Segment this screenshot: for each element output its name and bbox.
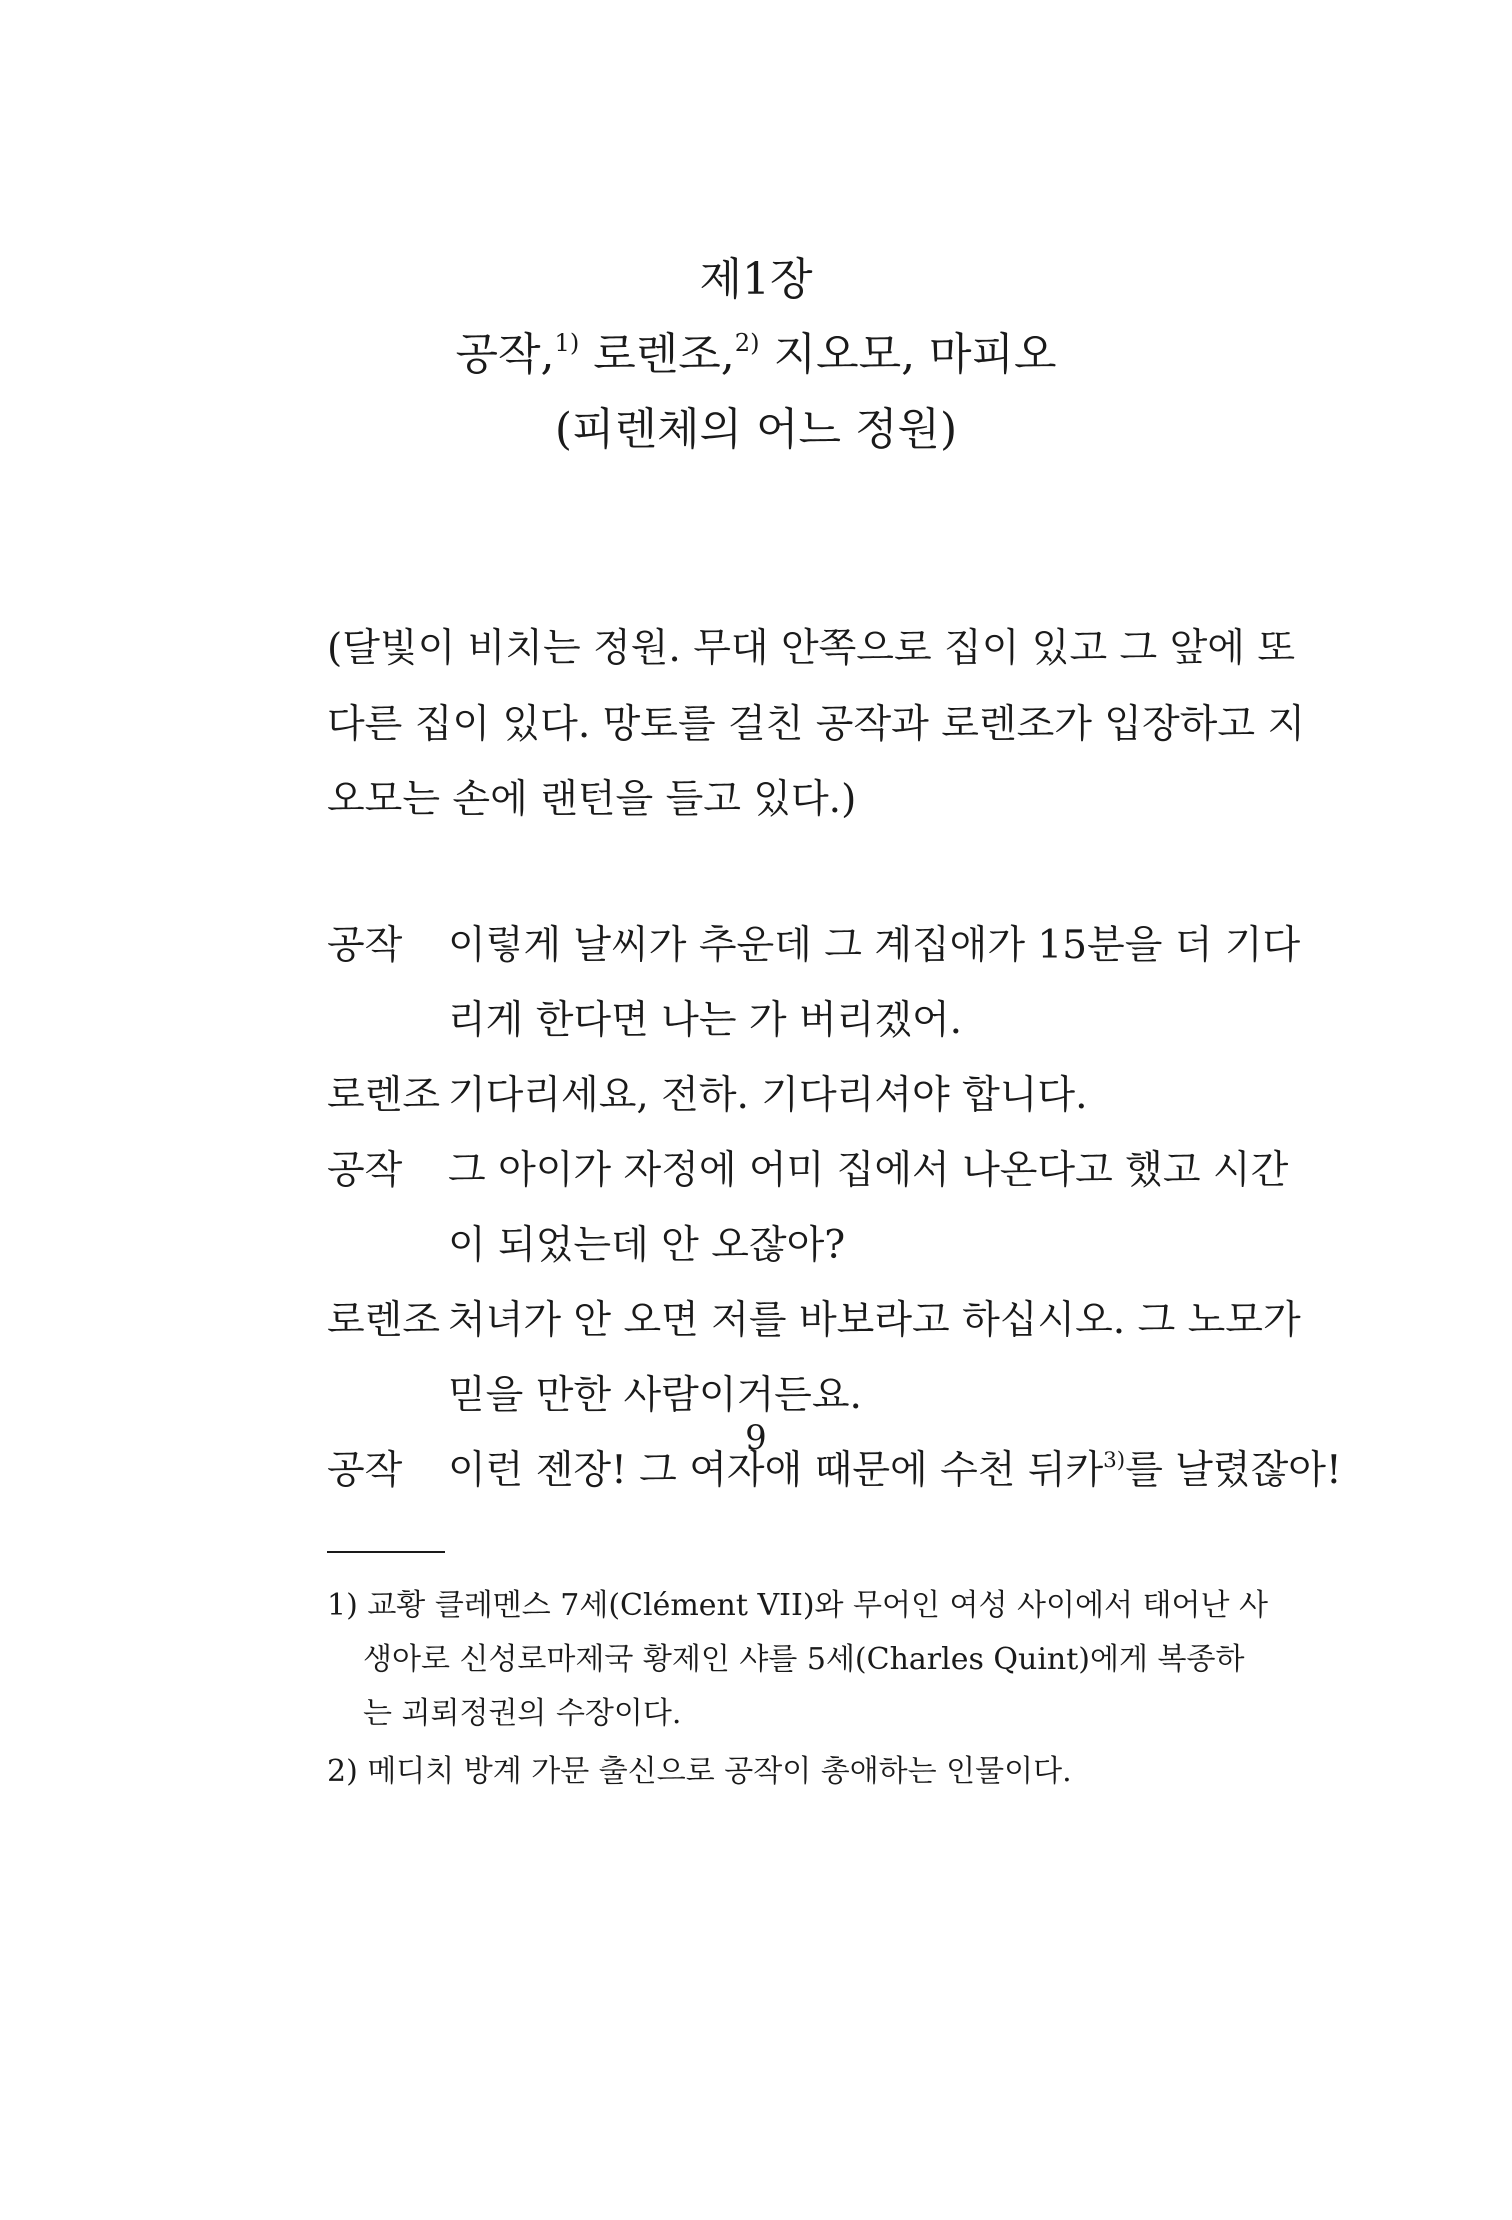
- stage-direction-line: 다른 집이 있다. 망토를 걸친 공작과 로렌조가 입장하고 지: [327, 702, 1306, 747]
- dialogue-line: 이렇게 날씨가 추운데 그 계집애가 15분을 더 기다: [448, 923, 1301, 968]
- cast-part-3: 지오모, 마피오: [759, 329, 1057, 380]
- footnote-1-line: 1) 교황 클레멘스 7세(Clément VII)와 무어인 여성 사이에서 태어난 사: [327, 1588, 1268, 1623]
- speaker-label: 로렌조: [327, 1073, 441, 1118]
- footnote-ref-1[interactable]: 1): [554, 328, 580, 357]
- footnote-ref-2[interactable]: 2): [734, 328, 760, 357]
- dialogue-line: 기다리세요, 전하. 기다리셔야 합니다.: [448, 1073, 1088, 1118]
- speaker-label: 로렌조: [327, 1298, 441, 1343]
- footnote-ref-3[interactable]: 3): [1103, 1447, 1126, 1473]
- stage-direction-line: 오모는 손에 랜턴을 들고 있다.): [327, 777, 857, 822]
- dialogue-line: 리게 한다면 나는 가 버리겠어.: [448, 998, 963, 1043]
- footnote-1-line: 생아로 신성로마제국 황제인 샤를 5세(Charles Quint)에게 복종하: [363, 1642, 1245, 1677]
- dialogue-line: 이 되었는데 안 오잖아?: [448, 1223, 846, 1268]
- cast-part-2: 로렌조,: [579, 329, 735, 380]
- dialogue-line-part: 이런 젠장! 그 여자애 때문에 수천 뒤카: [448, 1448, 1104, 1493]
- dialogue-line-part: 를 날렸잖아!: [1125, 1448, 1342, 1493]
- dialogue-line: 그 아이가 자정에 어미 집에서 나온다고 했고 시간: [448, 1148, 1289, 1193]
- chapter-cast: [0, 328, 1512, 380]
- speaker-label: 공작: [327, 923, 403, 968]
- speaker-label: 공작: [327, 1148, 403, 1193]
- dialogue-line: 믿을 만한 사람이거든요.: [448, 1373, 862, 1418]
- chapter-setting: (피렌체의 어느 정원): [554, 404, 958, 455]
- footnote-divider: [327, 1551, 445, 1553]
- cast-part-1: 공작,: [455, 329, 555, 380]
- dialogue-line: [448, 1447, 1342, 1493]
- footnote-1-line: 는 괴뢰정권의 수장이다.: [363, 1696, 682, 1731]
- page-number: 9: [745, 1418, 767, 1458]
- chapter-number: 제1장: [699, 254, 813, 305]
- footnote-2-line: 2) 메디치 방계 가문 출신으로 공작이 총애하는 인물이다.: [327, 1754, 1072, 1789]
- speaker-label: 공작: [327, 1448, 403, 1493]
- stage-direction-line: (달빛이 비치는 정원. 무대 안쪽으로 집이 있고 그 앞에 또: [327, 626, 1296, 671]
- dialogue-line: 처녀가 안 오면 저를 바보라고 하십시오. 그 노모가: [448, 1298, 1301, 1343]
